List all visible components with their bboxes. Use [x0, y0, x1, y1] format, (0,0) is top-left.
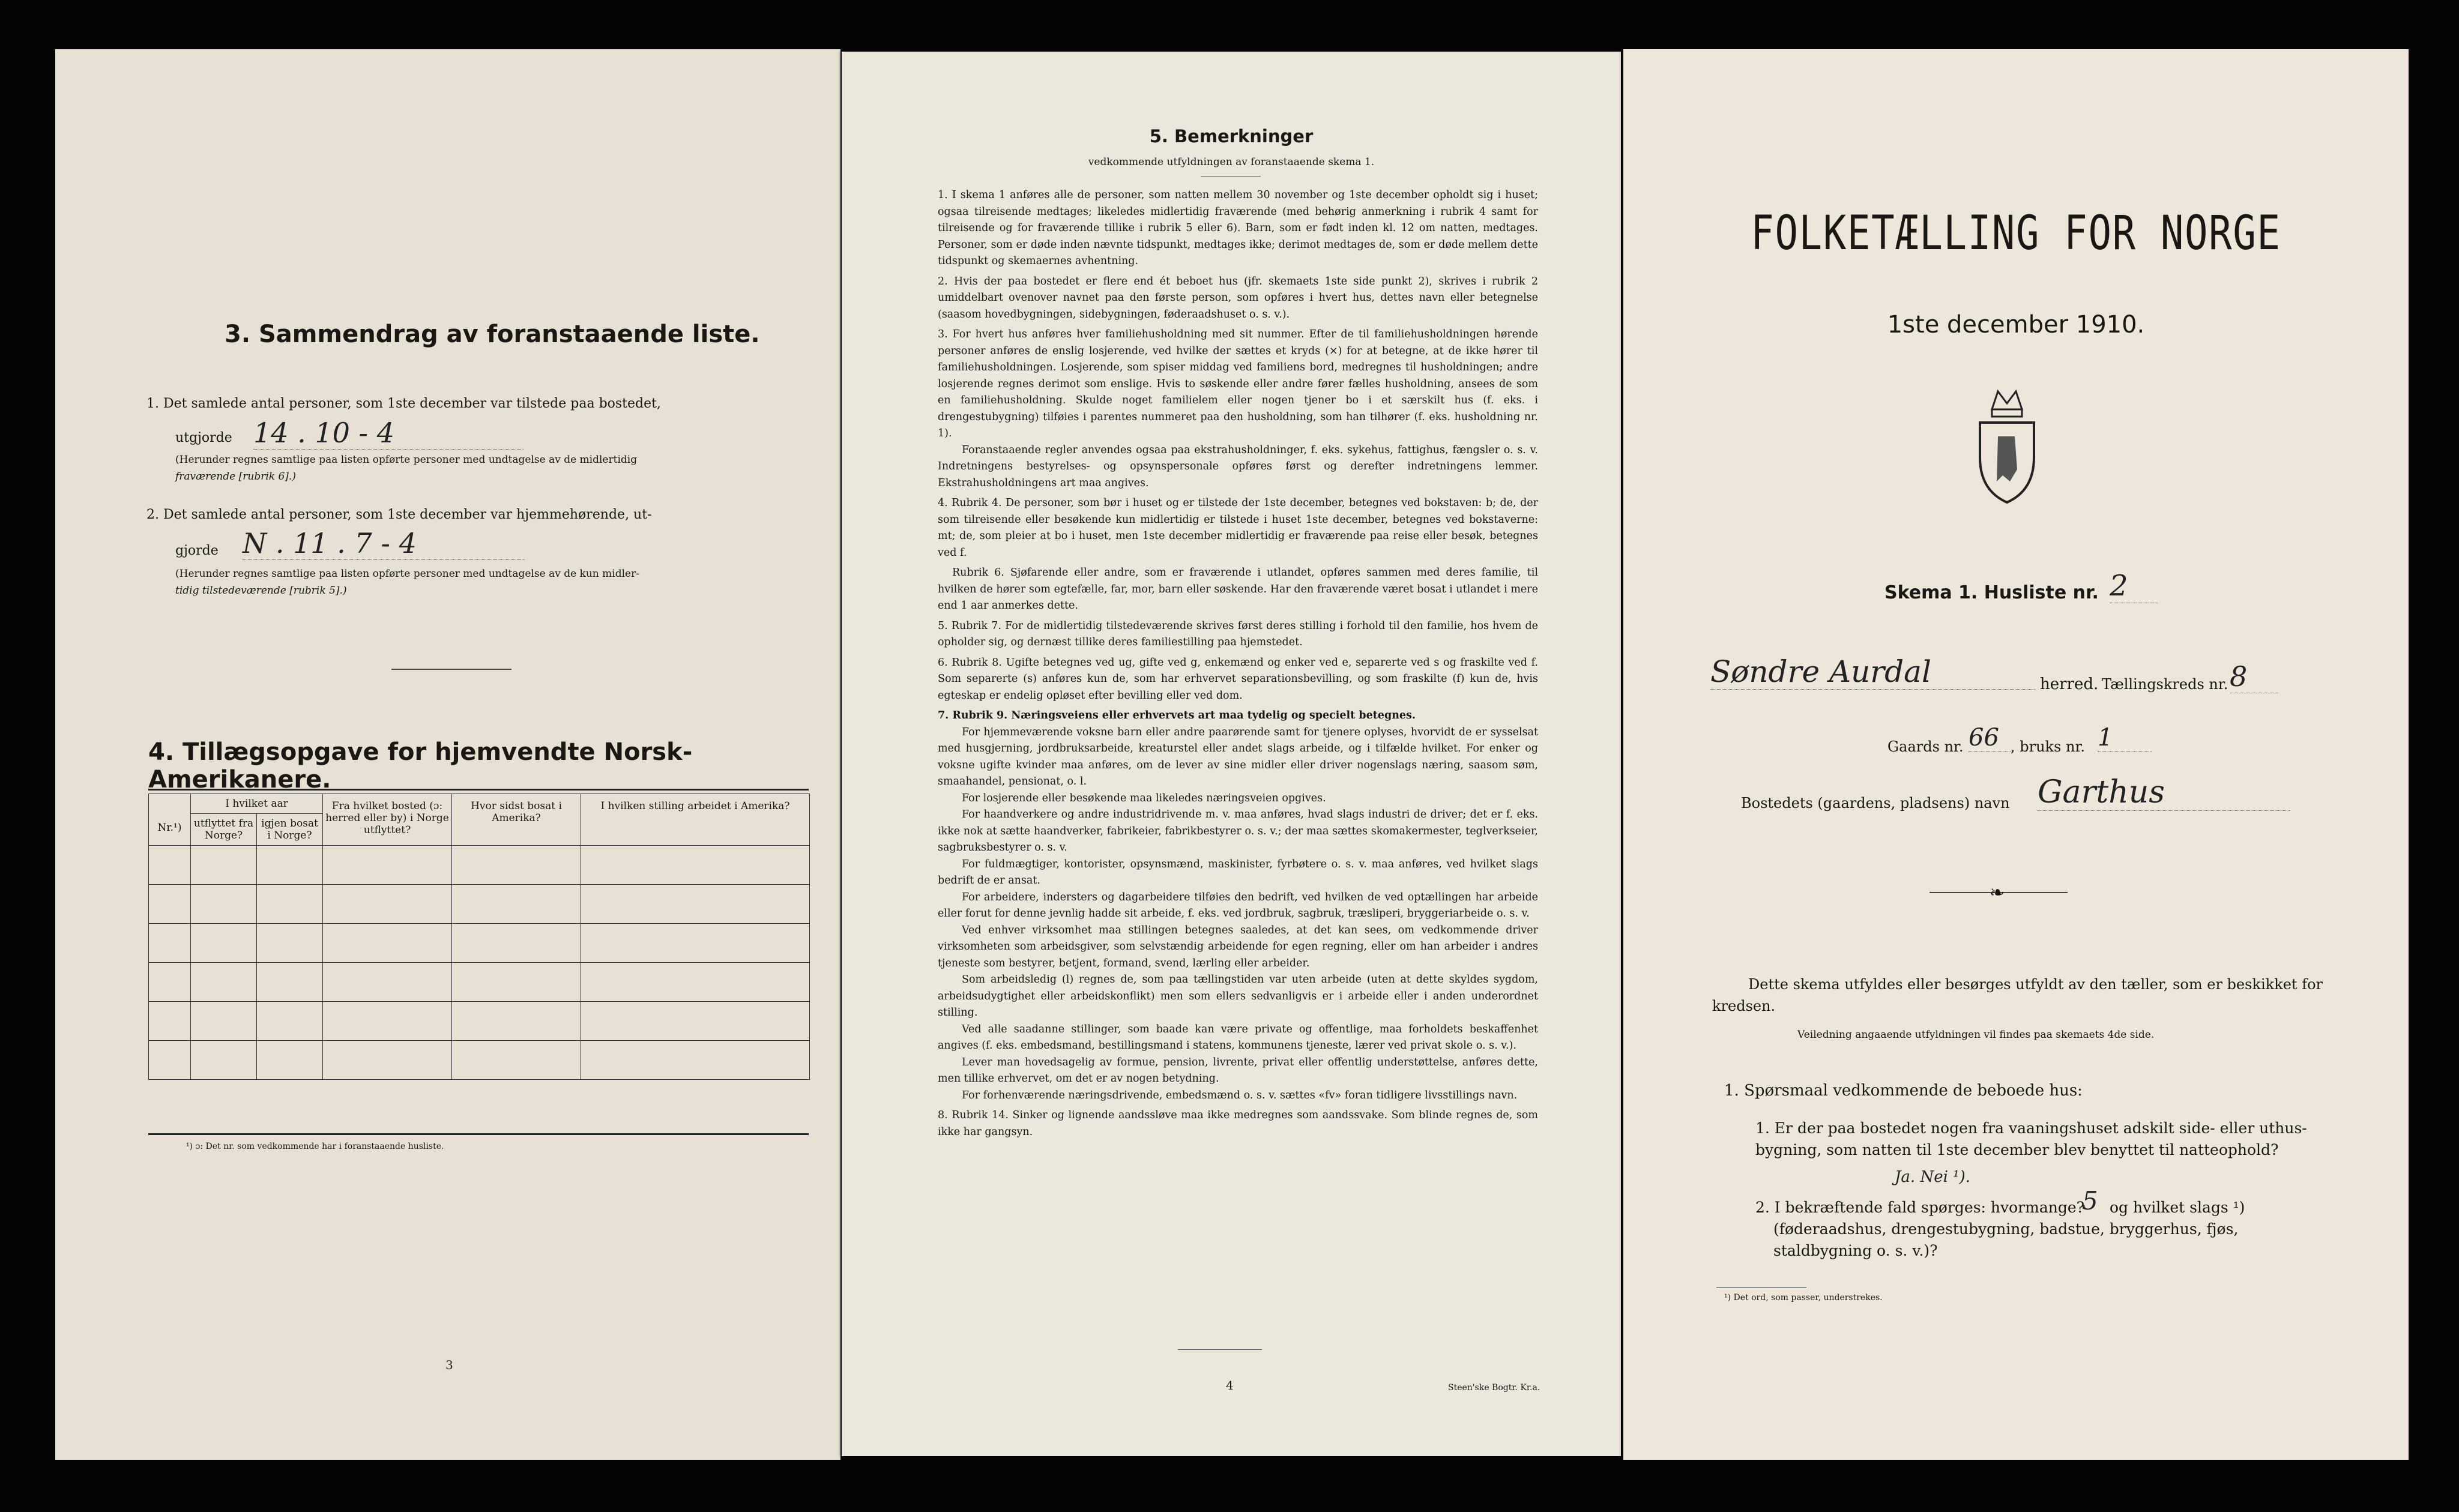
gaards-value: 66 [1969, 724, 2011, 752]
remark-item: For hjemmeværende voksne barn eller andre paarørende samt for tjenere oplyses, hvorvidt de er sysselsat med husgjerning, jordbruksarbeide, kreaturstel eller andet slags arbeide, og i tilfælde hvilket. For enker og voksne ugifte kvinder maa anføres, om de lever av sine midler eller driver nogenslags næring, saasom søm, smaahandel, pensionat, o. l. [938, 726, 1538, 788]
kreds-value: 8 [2230, 660, 2278, 693]
table-bottom-rule [148, 1133, 809, 1135]
remark-item: 5. Rubrik 7. For de midlertidig tilstedeværende skrives først deres stilling i forhold til den familie, hos hvem de opholder sig, og dernæst tillike deres familiestilling paa hjemstedet. [938, 619, 1538, 648]
question-2-part1: 2. I bekræftende fald spørges: hvormange? [1755, 1199, 2085, 1216]
remark-item: Ved alle saadanne stillinger, som baade kan være private og offentlige, maa forholdets beskaffenhet angives (f. eks. embedsmand, bestillingsmand i statens, kommunens tjeneste, lærer ved privat skole o. s. v.). [938, 1023, 1538, 1052]
col-occupation: I hvilken stilling arbeidet i Amerika? [581, 794, 810, 846]
col-returned: igjen bosat i Norge? [257, 814, 323, 846]
census-title: FOLKETÆLLING FOR NORGE [1751, 206, 2281, 261]
bruks-label: , bruks nr. [2011, 738, 2085, 755]
remark-item: Ved enhver virksomhet maa stillingen betegnes saaledes, at det kan sees, om vedkommende driver virksomheten som arbeidsgiver, som selvstændig arbeidende for egen regning, eller om han arbeider i andres tjeneste som bestyrer, betjent, formand, svend, lærling eller arbeider. [938, 924, 1538, 969]
remark-item: 7. Rubrik 9. Næringsveiens eller erhvervets art maa tydelig og specielt betegnes. [938, 709, 1416, 721]
remarks-subtitle: vedkommende utfyldningen av foranstaaende skema 1. [1088, 156, 1375, 168]
item1-value: 14 . 10 - 4 [253, 417, 523, 450]
table-row [149, 1002, 810, 1041]
right-page [1623, 49, 2409, 1460]
instruction-note: Veiledning angaaende utfyldningen vil findes paa skemaets 4de side. [1797, 1029, 2155, 1041]
divider [391, 669, 511, 670]
section3-title: 3. Sammendrag av foranstaaende liste. [225, 321, 760, 348]
question-2-part2: og hvilket slags ¹) (føderaadshus, drengestubygning, badstue, bryggerhus, fjøs, staldbygning o. s. v.)? [1773, 1199, 2245, 1259]
item1-note1: (Herunder regnes samtlige paa listen opførte personer med undtagelse av de midlertidig [175, 454, 638, 466]
item2-text: 2. Det samlede antal personer, som 1ste december var hjemmehørende, ut- [146, 507, 652, 522]
item1-note2: fraværende [rubrik 6].) [175, 471, 296, 483]
page-number: 3 [445, 1358, 453, 1372]
ornament-icon: ❧ [1990, 882, 2005, 903]
question-2-count: 5 [2082, 1186, 2098, 1215]
husliste-nr: 2 [2110, 569, 2158, 603]
col-nr: Nr.¹) [149, 794, 191, 846]
remark-item: Foranstaaende regler anvendes ogsaa paa ekstrahusholdninger, f. eks. sykehus, fattighus, fængsler o. s. v. Indretningens bestyrelses- og opsynspersonale opføres først og derefter indretningens lemmer. Ekstrahusholdningens art maa angives. [938, 444, 1538, 489]
coat-of-arms-icon [1974, 385, 2040, 505]
herred-label: herred. [2040, 675, 2099, 693]
section4-title: 4. Tillægsopgave for hjemvendte Norsk-Amerikanere. [148, 738, 693, 794]
col-year-group: I hvilket aar [191, 794, 323, 814]
bosted-label: Bostedets (gaardens, pladsens) navn [1741, 795, 2010, 812]
table-top-rule [148, 789, 809, 791]
remark-item: 2. Hvis der paa bostedet er flere end ét beboet hus (jfr. skemaets 1ste side punkt 2), skrives i rubrik 2 umiddelbart ovenover navnet paa den første person, som opføres i hvert hus, dettes navn eller betegnelse (saasom hovedbygningen, sidebygningen, føderaadshuset o. s. v.). [938, 275, 1538, 321]
col-last-residence: Hvor sidst bosat i Amerika? [452, 794, 581, 846]
item1-text: 1. Det samlede antal personer, som 1ste december var tilstede paa bostedet, [146, 396, 661, 411]
remarks-title: 5. Bemerkninger [1149, 126, 1314, 146]
table-row [149, 885, 810, 924]
remark-item: For arbeidere, indersters og dagarbeidere tilføies den bedrift, ved hvilken de ved optællingen har arbeide eller forut for denne jevnlig hadde sit arbeide, f. eks. ved jordbruk, sagbruk, træsliperi, bryggeriarbeide o. s. v. [938, 891, 1538, 920]
left-page [55, 49, 840, 1460]
remark-item: For fuldmægtiger, kontorister, opsynsmænd, maskinister, fyrbøtere o. s. v. maa anføres, ved hvilket slags bedrift de er ansat. [938, 858, 1538, 887]
norsk-amerikanere-table [148, 794, 810, 1080]
skema-label: Skema 1. Husliste nr. [1884, 582, 2099, 603]
item2-note2: tidig tilstedeværende [rubrik 5].) [175, 585, 347, 597]
remark-item: For haandverkere og andre industridrivende m. v. maa anføres, hvad slags industri de driver; det er f. eks. ikke nok at sætte haandverker, fabrikeier, fabrikbestyrer o. s. v.; der maa sættes skomakermester, teglverkseier, sagbruksbestyrer o. s. v. [938, 809, 1538, 854]
table-row [149, 963, 810, 1002]
remark-item: For losjerende eller besøkende maa likeledes næringsveien opgives. [962, 792, 1326, 804]
remark-item: 3. For hvert hus anføres hver familiehusholdning med sit nummer. Efter de til familiehusholdningen hørende personer anføres de enslig losjerende, ved hvilke der sættes et kryds (×) for at betegne, at de ikke hører til familiehusholdningen. Losjerende, som spiser middag ved familiens bord, medregnes til husholdningen; andre losjerende regnes derimot som enslige. Hvis to søskende eller andre fører fælles husholdning, ansees de som en familiehusholdning. Skulde noget familielem eller nogen tjener bo i et særskilt hus (f. eks. i drengestubygning) tilføies i parentes nummeret paa den husholdning, som han tilhører (f. eks. husholdning nr. 1). [938, 328, 1538, 439]
remark-item: Som arbeidsledig (l) regnes de, som paa tællingstiden var uten arbeide (uten at dette skyldes sygdom, arbeidsudygtighet eller arbeidskonflikt) men som ellers sedvanligvis er i arbeide eller i anden underordnet stilling. [938, 974, 1538, 1019]
question-heading: 1. Spørsmaal vedkommende de beboede hus: [1724, 1082, 2083, 1100]
middle-page [842, 52, 1621, 1456]
item2-gjorde: gjorde [175, 543, 219, 558]
col-from-where: Fra hvilket bosted (ɔ: herred eller by) i Norge utflyttet? [323, 794, 452, 846]
table-row [149, 924, 810, 963]
remarks-list [938, 187, 1538, 1140]
table-footnote: ¹) ɔ: Det nr. som vedkommende har i foranstaaende husliste. [186, 1142, 444, 1151]
table-row [149, 846, 810, 885]
question-1-answer: Ja. Nei ¹). [1892, 1168, 1973, 1186]
bruks-value: 1 [2098, 724, 2152, 752]
divider [1716, 1287, 1806, 1288]
remark-item: 8. Rubrik 14. Sinker og lignende aandssløve maa ikke medregnes som aandssvake. Som blinde regnes de, som ikke har gangsyn. [938, 1109, 1538, 1138]
table-row [149, 1041, 810, 1080]
remark-item: 6. Rubrik 8. Ugifte betegnes ved ug, gifte ved g, enkemænd og enker ved e, separerte ved s og fraskilte ved f. Som separerte (s) anføres kun de, som har erhvervet separationsbevilling, og som fraskilte (f) kun de, hvis egteskap er endelig opløset efter bevilling eller ved dom. [938, 656, 1538, 702]
remark-item: For forhenværende næringsdrivende, embedsmænd o. s. v. sættes «fv» foran tidligere livsstillings navn. [962, 1089, 1518, 1101]
kreds-label: Tællingskreds nr. [2102, 676, 2228, 693]
census-date: 1ste december 1910. [1887, 311, 2145, 339]
page-number: 4 [1226, 1378, 1234, 1393]
remark-item: Rubrik 6. Sjøfarende eller andre, som er fraværende i utlandet, opføres sammen med deres familie, til hvilken de hører som egtefælle, far, mor, barn eller søskende. Har den fraværende været bosat i utlandet i mere end 1 aar anmerkes dette. [938, 567, 1538, 612]
gaards-label: Gaards nr. [1887, 738, 1964, 755]
footnote: ¹) Det ord, som passer, understrekes. [1724, 1293, 1883, 1303]
remark-item: 1. I skema 1 anføres alle de personer, som natten mellem 30 november og 1ste december opholdt sig i huset; ogsaa tilreisende medtages; likeledes midlertidig fraværende (med behørig anmerkning i rubrik 4 samt for tilreisende og for fraværende tillike i rubrik 5 eller 6). Barn, som er født inden kl. 12 om natten, medtages. Personer, som er døde inden nævnte tidspunkt, medtages ikke; derimot medtages de, som er døde mellem dette tidspunkt og skemaernes avhentning. [938, 189, 1538, 267]
item2-value: N . 11 . 7 - 4 [243, 527, 525, 560]
divider [1178, 1349, 1262, 1350]
remark-item: 4. Rubrik 4. De personer, som bør i huset og er tilstede der 1ste december, betegnes ved bokstaven: b; de, der som tilreisende eller besøkende kun midlertidig er tilstede i huset 1ste december, betegnes ved bokstaverne: mt; de, som pleier at bo i huset, men 1ste december midlertidig er fraværende paa reise eller besøk, betegnes ved f. [938, 497, 1538, 559]
item1-utgjorde: utgjorde [175, 430, 232, 445]
col-emigrated: utflyttet fra Norge? [191, 814, 257, 846]
question-1: 1. Er der paa bostedet nogen fra vaaningshuset adskilt side- eller uthus-bygning, som natten til 1ste december blev benyttet til natteophold? [1755, 1119, 2307, 1158]
instruction-text: Dette skema utfyldes eller besørges utfyldt av den tæller, som er beskikket for kredsen. [1712, 976, 2323, 1014]
bosted-value: Garthus [2038, 774, 2290, 811]
herred-value: Søndre Aurdal [1710, 654, 2035, 690]
printer-imprint: Steen'ske Bogtr. Kr.a. [1448, 1383, 1540, 1393]
item2-note1: (Herunder regnes samtlige paa listen opførte personer med undtagelse av de kun midler- [175, 568, 639, 580]
remark-item: Lever man hovedsagelig av formue, pension, livrente, privat eller offentlig understøttelse, anføres dette, men tillike erhvervet, om det er av nogen betydning. [938, 1056, 1538, 1085]
